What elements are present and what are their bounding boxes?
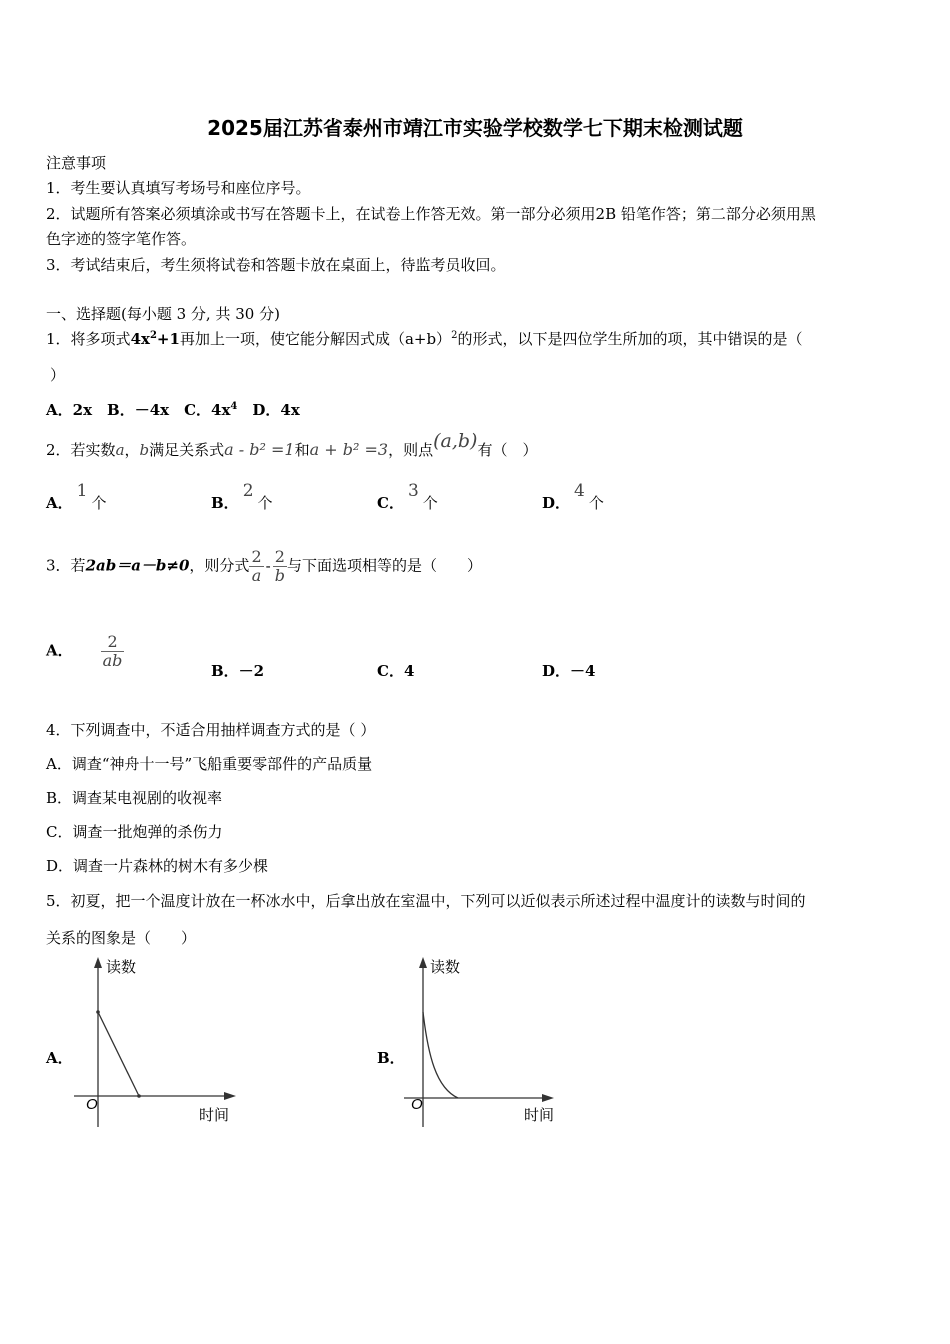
graph-line (98, 1012, 139, 1096)
notice-item: 3．考试结束后，考生须将试卷和答题卡放在桌面上，待监考员收回。 (46, 256, 506, 274)
graph-point (137, 1094, 141, 1098)
graph-b-origin: O (411, 1096, 423, 1113)
question-3-option-d: D．－4 (542, 662, 596, 680)
question-2-option-d: D．4个 (542, 481, 604, 512)
notice-item: 2．试题所有答案必须填涂或书写在答题卡上，在试卷上作答无效。第一部分必须用2B 铅笔作答；第二部分必须用黑 (46, 205, 816, 223)
fraction: $\frac{2}{ab}$ (102, 632, 123, 670)
graph-curve (423, 1012, 458, 1098)
question-5: 5．初夏，把一个温度计放在一杯冰水中，后拿出放在室温中，下列可以近似表示所述过程中温度计的读数与时间的 (46, 892, 806, 910)
y-axis-arrow (94, 957, 102, 968)
question-2-option-a: A．1个 (46, 481, 107, 512)
question-3-option-a: A． $\frac{2}{ab}$ (46, 632, 123, 670)
graph-a-label: A． (46, 1049, 73, 1067)
question-3-option-c: C．4 (377, 662, 415, 680)
question-4-option: A．调查“神舟十一号”飞船重要零部件的产品质量 (46, 755, 373, 773)
question-5-line2: 关系的图象是（ ） (46, 929, 197, 947)
question-3: 3．若2ab＝a－b≠0，则分式 $\frac{2}{a}$ - $\frac{2}{b}$ 与下面选项相等的是（ ） (46, 547, 482, 585)
notice-heading: 注意事项 (46, 154, 107, 172)
graph-b-x-label: 时间 (524, 1106, 555, 1124)
x-axis-arrow (542, 1094, 554, 1102)
question-4: 4．下列调查中，不适合用抽样调查方式的是（ ） (46, 721, 376, 739)
graph-point (96, 1010, 100, 1014)
question-2-option-b: B．2个 (211, 481, 273, 512)
question-4-option: C．调查一批炮弹的杀伤力 (46, 823, 223, 841)
question-4-option: D．调查一片森林的树木有多少棵 (46, 857, 269, 875)
notice-item: 色字迹的签字笔作答。 (46, 230, 197, 248)
question-1: 1．将多项式$4x^2+1$再加上一项，使它能分解因式成$(a+b)^2$的形式，以下是四位学生所加的项，其中错误的是（ (46, 330, 803, 348)
graph-a-x-label: 时间 (199, 1106, 230, 1124)
question-2: 2．若实数a，b满足关系式a - b² =1和a + b² =3，则点(a,b)有（ ） (46, 430, 538, 459)
question-1-options: A．2x B．－4x C．$4x^4$ D．4x (46, 401, 300, 419)
question-3-option-b: B．－2 (211, 662, 265, 680)
notice-item: 1．考生要认真填写考场号和座位序号。 (46, 179, 311, 197)
fraction: $\frac{2}{a}$ (251, 547, 262, 585)
graph-a-origin: O (86, 1096, 98, 1113)
graph-b-label: B． (377, 1049, 405, 1067)
question-2-option-c: C．3个 (377, 481, 438, 512)
y-axis-arrow (419, 957, 427, 968)
graph-a-y-label: 读数 (106, 958, 137, 976)
section-heading: 一、选择题(每小题 3 分, 共 30 分) (46, 305, 280, 323)
page-title: 2025届江苏省泰州市靖江市实验学校数学七下期末检测试题 (207, 116, 743, 140)
question-4-option: B．调查某电视剧的收视率 (46, 789, 223, 807)
question-1-close: ） (50, 366, 66, 384)
graph-b-y-label: 读数 (430, 958, 461, 976)
fraction: $\frac{2}{b}$ (274, 547, 285, 585)
x-axis-arrow (224, 1092, 236, 1100)
